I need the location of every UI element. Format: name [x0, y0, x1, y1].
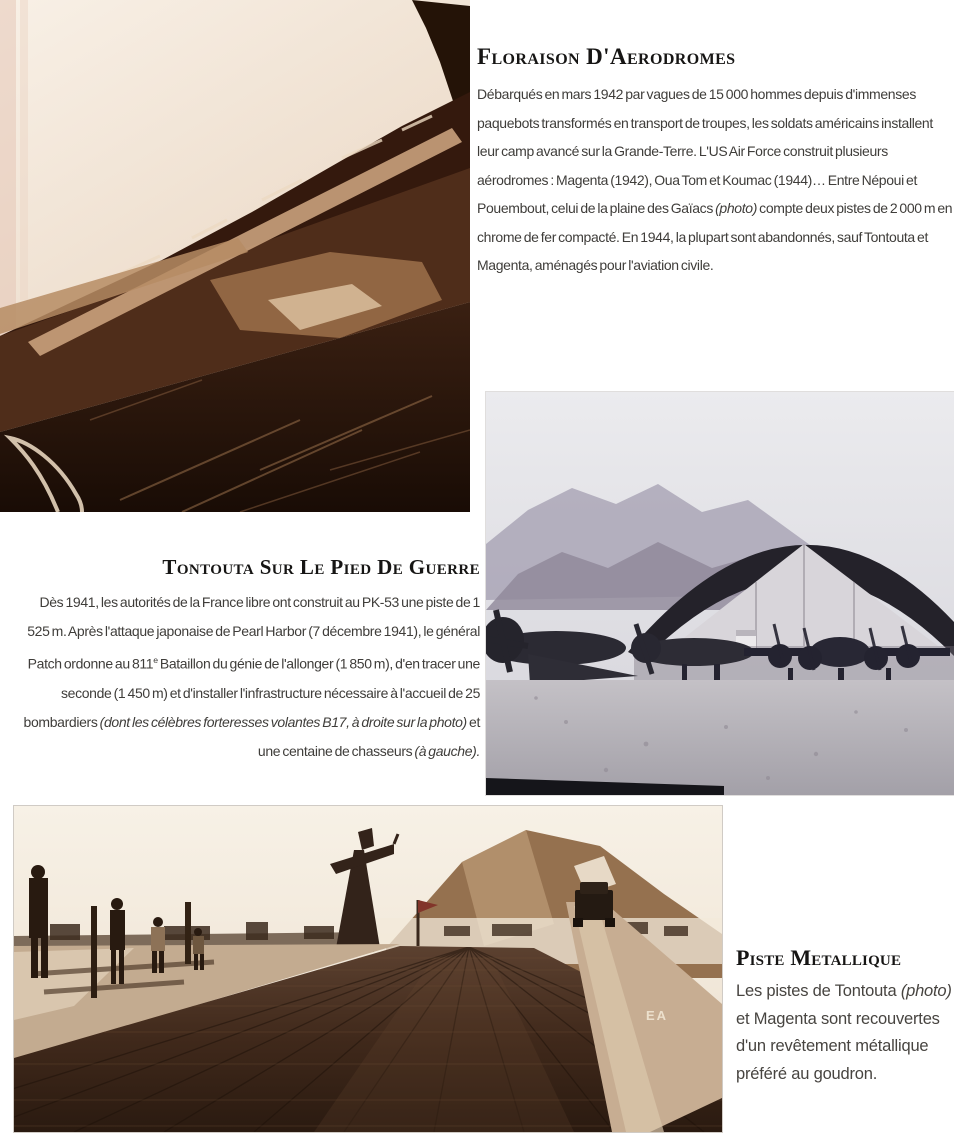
- runway-stencil-marking: EA: [646, 1008, 669, 1023]
- floraison-text-2: compte deux pistes de 2 000 m en chrome de fer compacté. En 1944, la plupart sont abandonnés, sauf Tontouta et Magenta, aménagés pour l'aviation civile.: [477, 200, 953, 274]
- tontouta-text-2: Bataillon du génie de l'allonger (1 850 m), d'en tracer une seconde (1 450 m) et d'installer l'infrastructure nécessaire à l'accueil de 25 bombardiers: [23, 655, 480, 730]
- piste-heading: Piste Metallique: [736, 945, 902, 970]
- piste-text-1: Les pistes de Tontouta: [736, 982, 901, 1001]
- section-tontouta-pied-de-guerre: [16, 556, 480, 766]
- floraison-photo-ref: (photo): [715, 200, 758, 217]
- hangar-photo-illustration: [486, 392, 954, 795]
- tontouta-text-3: et une centaine de chasseurs: [257, 713, 480, 759]
- tontouta-text-1: Dès 1941, les autorités de la France libre ont construit au PK-53 une piste de 1 525 m. Après l'attaque japonaise de Pearl Harbor (7 décembre 1941), le général Patch ordonne au 811: [27, 594, 480, 672]
- piste-text-2: et Magenta sont recouvertes d'un revêtement métallique préféré au goudron.: [736, 1009, 940, 1083]
- tontouta-italic-1: (dont les célèbres forteresses volantes B17, à droite sur la photo): [99, 713, 467, 730]
- tontouta-italic-2: (à gauche).: [414, 742, 480, 759]
- runway-photo-illustration: [14, 806, 722, 1132]
- runway-photo-metal-matting: [14, 806, 722, 1132]
- floraison-paragraph: [477, 80, 954, 280]
- floraison-heading: Floraison D'Aerodromes: [477, 44, 736, 69]
- piste-photo-ref: (photo): [900, 982, 952, 1001]
- tontouta-heading: Tontouta Sur Le Pied De Guerre: [162, 555, 480, 579]
- piste-paragraph: [736, 978, 952, 1088]
- aerial-photo-plaine-des-gaiacs: [0, 0, 470, 512]
- section-piste-metallique: [736, 946, 952, 1088]
- aerial-photo-illustration: [0, 0, 470, 512]
- hangar-photo-tontouta-bombers: [486, 392, 954, 795]
- section-floraison-daerodromes: [477, 44, 954, 280]
- floraison-text-1: Débarqués en mars 1942 par vagues de 15 000 hommes depuis d'immenses paquebots transformés en transport de troupes, les soldats américains installent leur camp avancé sur la Grande-Terre. L'US Air Force construit plusieurs aérodromes : Magenta (1942), Oua Tom et Koumac (1944)… Entre Népoui et Pouembout, celui de la plaine des Gaïacs: [477, 86, 933, 217]
- tontouta-ordinal-sup: e: [153, 655, 158, 666]
- tontouta-paragraph: [16, 588, 480, 766]
